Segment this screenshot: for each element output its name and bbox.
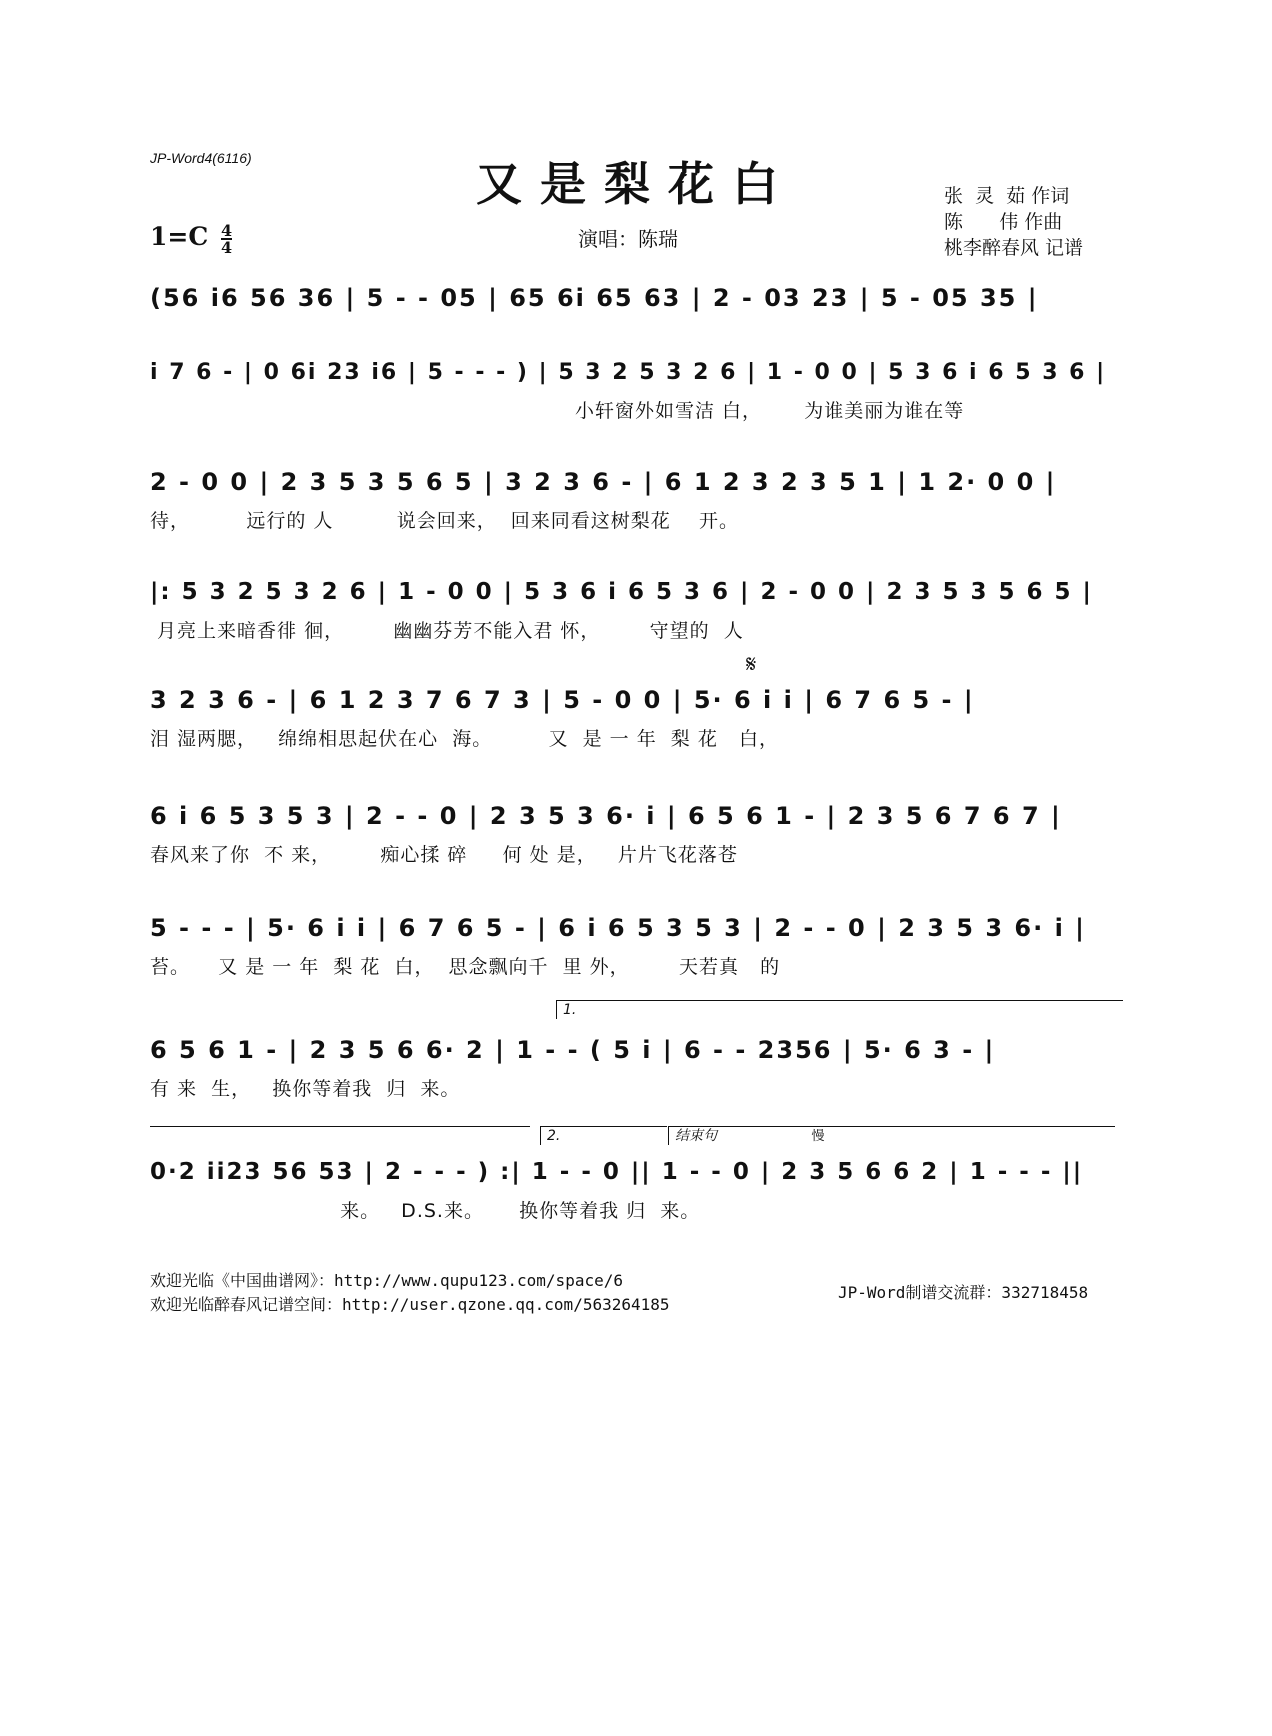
credits: [944, 183, 1083, 261]
score-line-1: [150, 278, 1116, 318]
notes-line-7: 5 - - - | 5· 6 i i | 6 7 6 5 - | 6 i 6 5 3 5 3 | 2 - - 0 | 2 3 5 3 6· i |: [150, 914, 1086, 942]
ending-label: 结束句: [675, 1128, 717, 1144]
software-label: JP-Word4(6116): [150, 150, 252, 166]
notes-line-5: 3 2 3 6 - | 6 1 2 3 7 6 7 3 | 5 - 0 0 | 5· 6 i i | 6 7 6 5 - |: [150, 686, 975, 714]
lyrics-line-4: 月亮上来暗香徘 徊， 幽幽芬芳不能入君 怀， 守望的 人: [150, 620, 744, 642]
time-top: 4: [220, 220, 233, 240]
footer-group: JP-Word制谱交流群：332718458: [838, 1283, 1089, 1302]
score-line-7: [150, 908, 1116, 978]
lyricist-credit: 张 灵 茹 作词: [944, 185, 1070, 207]
notes-line-8: 6 5 6 1 - | 2 3 5 6 6· 2 | 1 - - ( 5 i | 6 - - 2356 | 5· 6 3 - |: [150, 1036, 996, 1064]
time-signature: [220, 220, 233, 257]
key-signature: [150, 222, 232, 255]
song-title: 又是梨花白: [476, 157, 796, 211]
composer-credit: 陈 伟 作曲: [944, 211, 1063, 233]
notes-line-2: i 7 6 - | 0 6i 23 i6 | 5 - - - ) | 5 3 2 5 3 2 6 | 1 - 0 0 | 5 3 6 i 6 5 3 6 |: [150, 359, 1107, 385]
score-line-5: [150, 680, 1116, 750]
notes-line-4: |: 5 3 2 5 3 2 6 | 1 - 0 0 | 5 3 6 i 6 5 3 6 | 2 - 0 0 | 2 3 5 3 5 6 5 |: [150, 579, 1093, 605]
score-line-2: [150, 352, 1116, 422]
notes-line-6: 6 i 6 5 3 5 3 | 2 - - 0 | 2 3 5 3 6· i | 6 5 6 1 - | 2 3 5 6 7 6 7 |: [150, 802, 1062, 830]
footer-link-1: 欢迎光临《中国曲谱网》：http://www.qupu123.com/space/6: [150, 1271, 623, 1290]
notes-line-3: 2 - 0 0 | 2 3 5 3 5 6 5 | 3 2 3 6 - | 6 1 2 3 2 3 5 1 | 1 2· 0 0 |: [150, 468, 1057, 496]
segno-sign: 𝄋: [746, 650, 757, 678]
score-line-4: [150, 572, 1116, 642]
volta-1: 1.: [556, 1000, 1123, 1019]
ending-bracket: [668, 1126, 1115, 1145]
singer-label: 演唱：陈瑞: [578, 227, 678, 251]
time-bottom: 4: [220, 237, 233, 257]
lyrics-line-3: 待， 远行的 人 说会回来， 回来同看这树梨花 开。: [150, 510, 739, 532]
volta-continuation: [150, 1126, 530, 1127]
lyrics-line-8: 有 来 生， 换你等着我 归 来。: [150, 1078, 461, 1100]
transcriber-credit: 桃李醉春风 记谱: [944, 237, 1084, 259]
notes-line-1: (56 i6 56 36 | 5 - - 05 | 65 6i 65 63 | 2 - 03 23 | 5 - 05 35 |: [150, 284, 1039, 312]
lyrics-line-5: 泪 湿两腮， 绵绵相思起伏在心 海。 又 是 一 年 梨 花 白，: [150, 728, 779, 750]
notes-line-9: 0·2 ii23 56 53 | 2 - - - ) :| 1 - - 0 || 1 - - 0 | 2 3 5 6 6 2 | 1 - - - ||: [150, 1159, 1084, 1185]
footer-link-2: 欢迎光临醉春风记谱空间：http://user.qzone.qq.com/563264185: [150, 1295, 670, 1314]
volta-2: 2.: [540, 1126, 667, 1145]
score-line-8: [150, 1030, 1116, 1100]
lyrics-line-9: 来。 D.S.来。 换你等着我 归 来。: [150, 1200, 701, 1222]
key-label: 1=C: [150, 222, 209, 251]
score-line-9: [150, 1152, 1116, 1222]
tempo-mark: 慢: [811, 1129, 825, 1144]
score-line-3: [150, 462, 1116, 532]
lyrics-line-2: 小轩窗外如雪洁 白， 为谁美丽为谁在等: [575, 400, 965, 422]
lyrics-line-6: 春风来了你 不 来， 痴心揉 碎 何 处 是， 片片飞花落苍: [150, 844, 738, 866]
score-line-6: [150, 796, 1116, 866]
lyrics-line-7: 苔。 又 是 一 年 梨 花 白， 思念飘向千 里 外， 天若真 的: [150, 956, 781, 978]
